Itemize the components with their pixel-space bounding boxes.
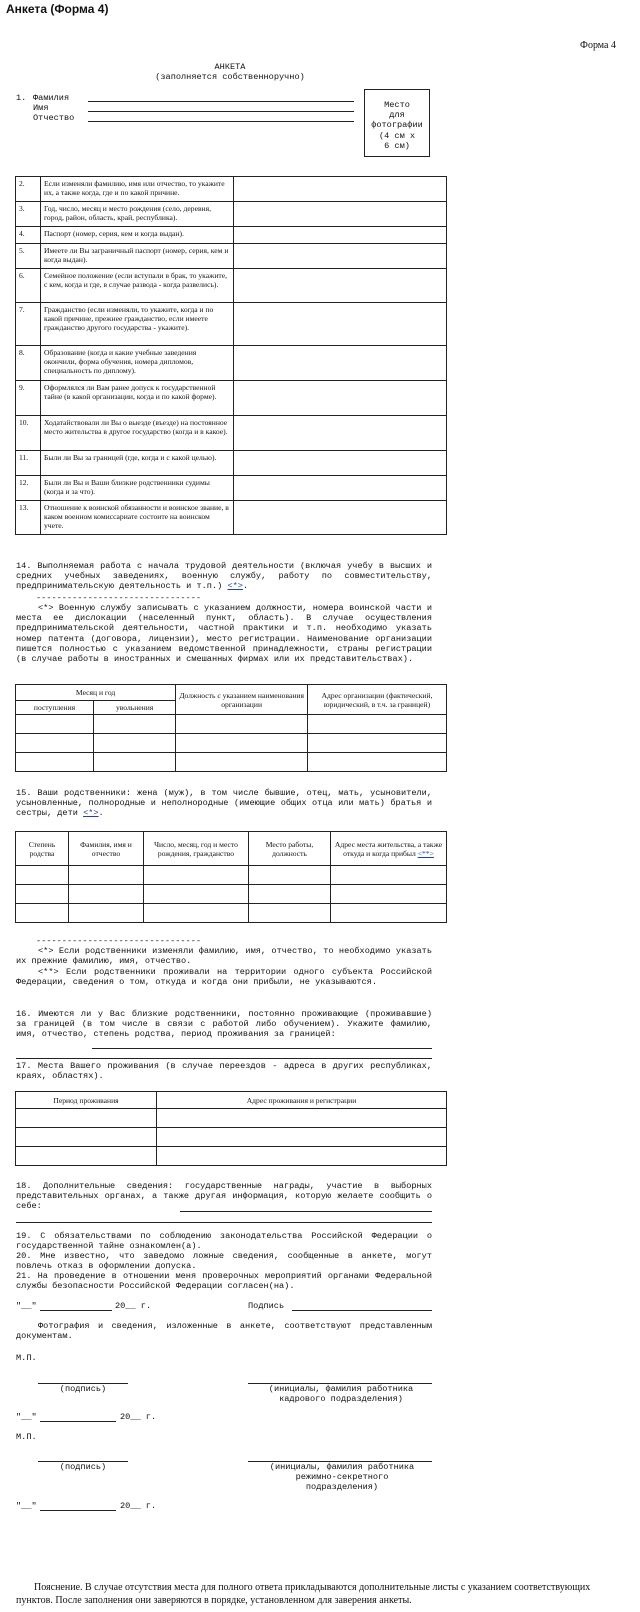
section15-tail: . [98, 808, 104, 819]
secret-officer-label: (инициалы, фамилия работника режимно-секретного подразделения) [269, 1462, 415, 1493]
footnote-link[interactable]: <*> [83, 808, 99, 819]
sign-paren: (подпись) [59, 1462, 107, 1472]
answer-cell[interactable] [234, 476, 447, 501]
residence-table [15, 1091, 447, 1166]
date-quote: "__" [16, 1412, 37, 1422]
question-number: 5. [16, 244, 41, 269]
answer-cell[interactable] [234, 346, 447, 381]
section15-note2: <**> Если родственники проживали на территории одного субъекта Российской Федерации, сведения о том, откуда и когда они прибыли, не указываются. [16, 967, 432, 988]
question-text: Отношение к воинской обязанности и воинское звание, в каком военном комиссариате состоите на воинском учете. [41, 501, 234, 535]
table-cell[interactable] [94, 753, 176, 772]
col-org-address: Адрес организации (фактический, юридический, в т.ч. за границей) [308, 685, 447, 715]
col-birth: Число, месяц, год и место рождения, гражданство [144, 832, 249, 866]
section14-tail: . [242, 581, 249, 592]
col-work: Место работы, должность [249, 832, 331, 866]
section17-text: 17. Места Вашего проживания (в случае переездов - адреса в других республиках, краях, областях). [16, 1061, 432, 1082]
answer-cell[interactable] [234, 244, 447, 269]
table-cell[interactable] [308, 734, 447, 753]
section14-body: 14. Выполняемая работа с начала трудовой деятельности (включая учебу в высших и средних учебных заведениях, военную службу, работу по совместительству, предпринимательскую деятельность и т.п.) [16, 561, 432, 592]
question-number: 13. [16, 501, 41, 535]
table-cell[interactable] [331, 904, 447, 923]
separator: -------------------------------- [36, 593, 202, 603]
stamp-label: М.П. [16, 1353, 37, 1363]
col-relative-name: Фамилия, имя и отчество [69, 832, 144, 866]
table-cell[interactable] [176, 715, 308, 734]
additional-info-line[interactable] [180, 1211, 432, 1212]
question-number: 2. [16, 177, 41, 202]
question-number: 10. [16, 416, 41, 451]
photo-label-2: для [389, 110, 405, 121]
table-cell[interactable] [16, 715, 94, 734]
table-cell[interactable] [331, 866, 447, 885]
sign-label: Подпись [248, 1301, 285, 1311]
question-text: Паспорт (номер, серия, кем и когда выдан). [41, 227, 234, 244]
photo-placeholder [364, 89, 430, 157]
question-text: Если изменяли фамилию, имя или отчество, то укажите их, а также когда, где и по какой причине. [41, 177, 234, 202]
table-cell[interactable] [94, 715, 176, 734]
photo-label-1: Место [384, 100, 410, 110]
answer-cell[interactable] [234, 451, 447, 476]
form-title: АНКЕТА [214, 62, 246, 72]
section19-text: 19. С обязательствами по соблюдению законодательства Российской Федерации о государственной тайне ознакомлен(а). [16, 1231, 432, 1252]
question-text: Гражданство (если изменяли, то укажите, когда и по какой причине, прежнее гражданство, если имеете гражданство другого государства - укажите). [41, 303, 234, 346]
question-text: Были ли Вы и Ваши близкие родственники судимы (когда и за что). [41, 476, 234, 501]
q1-label-patronymic: Отчество [33, 113, 75, 123]
table-cell[interactable] [249, 885, 331, 904]
work-history-table [15, 684, 447, 772]
date-year: 20__ г. [120, 1412, 157, 1422]
col-month-year: Месяц и год [16, 685, 176, 701]
section18-text: 18. Дополнительные сведения: государственные награды, участие в выборных представительных органах, а также другая информация, которую желаете сообщить о себе: [16, 1181, 432, 1212]
answer-cell[interactable] [234, 202, 447, 227]
answer-cell[interactable] [234, 416, 447, 451]
q1-number: 1. [16, 93, 27, 103]
photo-label-4: (4 см х [378, 130, 416, 141]
form-subtitle: (заполняется собственноручно) [155, 72, 305, 82]
table-cell[interactable] [308, 715, 447, 734]
question-number: 7. [16, 303, 41, 346]
date-quote: "__" [16, 1301, 37, 1311]
form-number: Форма 4 [580, 40, 616, 51]
answer-cell[interactable] [234, 227, 447, 244]
answer-cell[interactable] [234, 381, 447, 416]
table-cell[interactable] [144, 885, 249, 904]
table-cell[interactable] [249, 866, 331, 885]
confirm-text: Фотография и сведения, изложенные в анкете, соответствуют представленным документам. [16, 1321, 432, 1342]
page-title: Анкета (Форма 4) [6, 2, 109, 16]
col-residence-label: Адрес места жительства, а также откуда и когда прибыл [334, 839, 443, 858]
date-year: 20__ г. [115, 1301, 152, 1311]
surname-line[interactable] [88, 101, 354, 102]
question-text: Семейное положение (если вступали в брак, то укажите, с кем, когда и где, в случае развода - когда развелись). [41, 269, 234, 303]
col-start: поступления [16, 701, 94, 715]
answer-cell[interactable] [234, 501, 447, 535]
explanation-note: Пояснение. В случае отсутствия места для полного ответа прикладываются дополнительные листы с указанием соответствующих пунктов. После заполнения они заверяются в порядке, установленном для заверения анкеты. [16, 1582, 591, 1606]
col-residence-address: Адрес проживания и регистрации [157, 1092, 447, 1109]
additional-info-line[interactable] [16, 1222, 432, 1223]
questions-table [15, 176, 447, 535]
table-cell[interactable] [16, 753, 94, 772]
table-cell[interactable] [16, 1147, 157, 1166]
abroad-line[interactable] [92, 1048, 432, 1049]
col-position: Должность с указанием наименования организации [176, 685, 308, 715]
date-line[interactable] [40, 1510, 116, 1511]
table-cell[interactable] [16, 866, 69, 885]
col-residence [331, 832, 447, 866]
question-number: 6. [16, 269, 41, 303]
separator: -------------------------------- [36, 936, 202, 946]
patronymic-line[interactable] [88, 121, 354, 122]
question-number: 8. [16, 346, 41, 381]
table-cell[interactable] [16, 1109, 157, 1128]
photo-label-5: 6 см) [384, 140, 410, 151]
table-cell[interactable] [157, 1128, 447, 1147]
section15-note1: <*> Если родственники изменяли фамилию, имя, отчество, то необходимо указать их прежние фамилию, имя, отчество. [16, 946, 432, 967]
table-cell[interactable] [144, 904, 249, 923]
answer-cell[interactable] [234, 177, 447, 202]
question-text: Были ли Вы за границей (где, когда и с какой целью). [41, 451, 234, 476]
table-cell[interactable] [331, 885, 447, 904]
table-cell[interactable] [176, 734, 308, 753]
q1-label-surname: Фамилия [33, 93, 70, 103]
col-end: увольнения [94, 701, 176, 715]
question-number: 9. [16, 381, 41, 416]
footnote-link[interactable]: <**> [417, 848, 434, 858]
section16-text: 16. Имеются ли у Вас близкие родственники, постоянно проживающие (проживавшие) за границей (в том числе в связи с работой либо обучением). Укажите фамилию, имя, отчество, степень родства, период проживания за границей: [16, 1009, 432, 1040]
date-line[interactable] [40, 1310, 112, 1311]
abroad-line[interactable] [16, 1058, 432, 1059]
question-number: 3. [16, 202, 41, 227]
date-year: 20__ г. [120, 1501, 157, 1511]
table-cell[interactable] [16, 904, 69, 923]
col-degree: Степень родства [16, 832, 69, 866]
question-text: Имеете ли Вы заграничный паспорт (номер, серия, кем и когда выдан). [41, 244, 234, 269]
section15-text [16, 788, 432, 819]
answer-cell[interactable] [234, 303, 447, 346]
q1-label-name: Имя [33, 103, 49, 113]
question-number: 4. [16, 227, 41, 244]
table-cell[interactable] [16, 885, 69, 904]
question-text: Образование (когда и какие учебные заведения окончили, форма обучения, номера дипломов, специальность по диплому). [41, 346, 234, 381]
table-cell[interactable] [69, 885, 144, 904]
question-number: 11. [16, 451, 41, 476]
table-cell[interactable] [157, 1147, 447, 1166]
answer-cell[interactable] [234, 269, 447, 303]
photo-label-3: фотографии [371, 120, 423, 131]
table-cell[interactable] [249, 904, 331, 923]
table-cell[interactable] [69, 904, 144, 923]
table-cell[interactable] [16, 734, 94, 753]
section14-note: <*> Военную службу записывать с указанием должности, номера воинской части и места ее дислокации (населенный пункт, область). В случае осуществления предпринимательской деятельности, частной практики и т.п. необходимо указать номер патента (договора, лицензии), место регистрации. Наименование организации пишется полностью с указанием ведомственной принадлежности, страны регистрации (в случае работы в иностранных и смешанных фирмах или их представительствах). [16, 603, 432, 665]
section14-text [16, 561, 432, 592]
footnote-link[interactable]: <*> [227, 581, 243, 592]
table-cell[interactable] [157, 1109, 447, 1128]
table-cell[interactable] [144, 866, 249, 885]
table-cell[interactable] [94, 734, 176, 753]
sign-paren: (подпись) [59, 1384, 107, 1394]
question-text: Год, число, месяц и место рождения (село, деревня, город, район, область, край, республика). [41, 202, 234, 227]
section21-text: 21. На проведение в отношении меня проверочных мероприятий органами Федеральной службы безопасности Российской Федерации согласен(на). [16, 1271, 432, 1292]
date-quote: "__" [16, 1501, 37, 1511]
table-cell[interactable] [16, 1128, 157, 1147]
table-cell[interactable] [176, 753, 308, 772]
question-text: Ходатайствовали ли Вы о выезде (въезде) на постоянное место жительства в другое государство (когда и в какое). [41, 416, 234, 451]
relatives-table [15, 831, 447, 923]
date-line[interactable] [40, 1421, 116, 1422]
col-period: Период проживания [16, 1092, 157, 1109]
question-number: 12. [16, 476, 41, 501]
name-line[interactable] [88, 111, 354, 112]
stamp-label: М.П. [16, 1432, 37, 1442]
section15-body: 15. Ваши родственники: жена (муж), в том числе бывшие, отец, мать, усыновители, усыновленные, полнородные и неполнородные (имеющие общих отца или мать) братья и сестры, дети [16, 788, 432, 819]
hr-officer-label: (инициалы, фамилия работника кадрового подразделения) [268, 1384, 414, 1405]
table-cell[interactable] [308, 753, 447, 772]
question-text: Оформлялся ли Вам ранее допуск к государственной тайне (в какой организации, когда и по какой форме). [41, 381, 234, 416]
section20-text: 20. Мне известно, что заведомо ложные сведения, сообщенные в анкете, могут повлечь отказ в оформлении допуска. [16, 1251, 432, 1272]
signature-line[interactable] [292, 1310, 432, 1311]
table-cell[interactable] [69, 866, 144, 885]
